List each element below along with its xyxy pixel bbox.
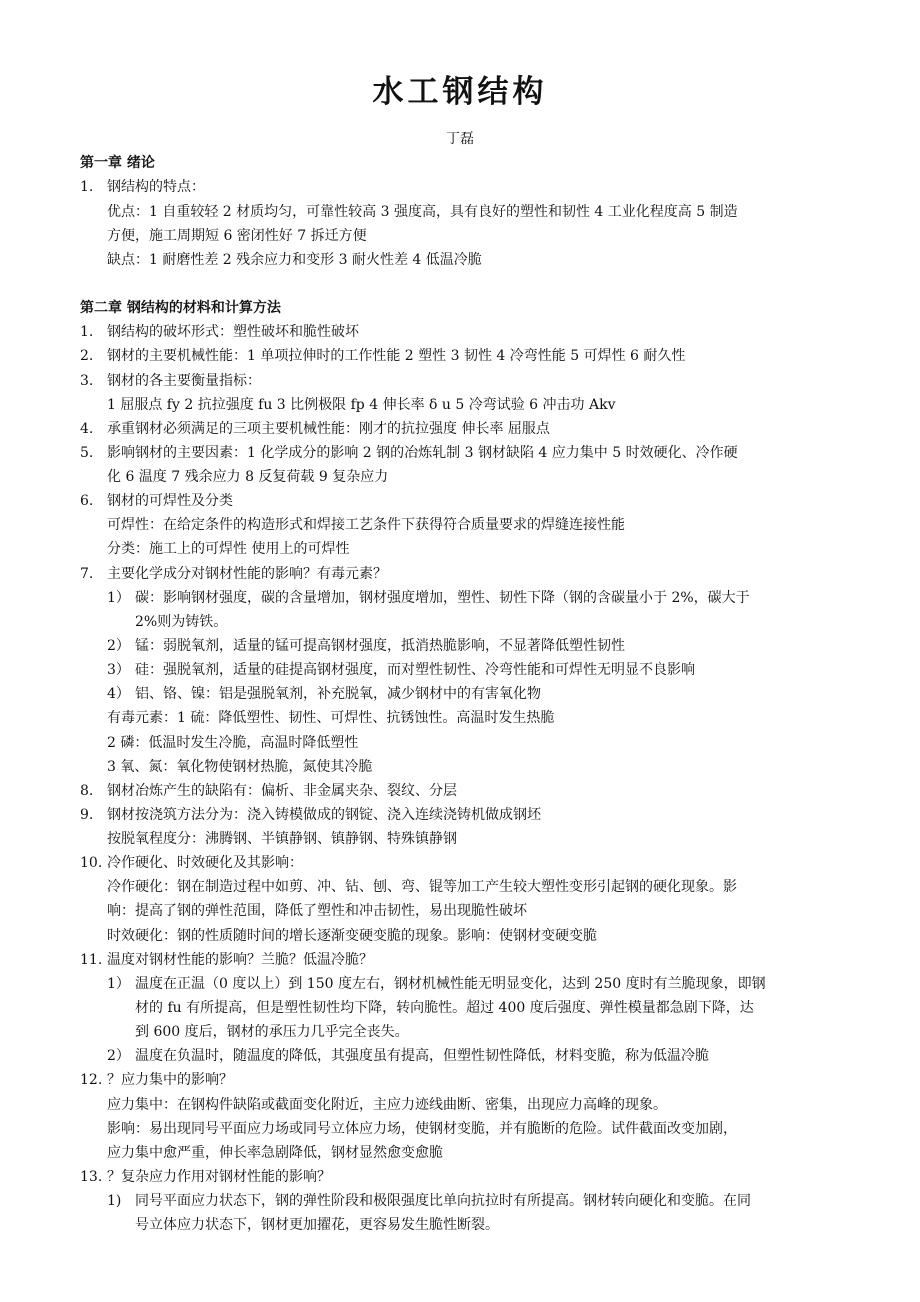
ch2-item-12-line-3: 影响：易出现同号平面应力场或同号立体应力场，使钢材变脆，并有脆断的危险。试件截面改变加剧， (107, 1121, 737, 1137)
ch2-item-7-toxic-2: 2 磷：低温时发生冷脆，高温时降低塑性 (107, 735, 359, 751)
ch2-item-7-sub-1-number: 1） (107, 590, 130, 606)
ch2-item-11-sub-1-line-3: 到 600 度后，钢材的承压力几乎完全丧失。 (135, 1024, 409, 1040)
ch2-item-7-sub-4-number: 4） (107, 686, 130, 702)
ch2-item-12-number: 12. (80, 1072, 103, 1088)
ch2-item-3-indicators: 1 屈服点 fy 2 抗拉强度 fu 3 比例极限 fp 4 伸长率 δ u 5 冷弯试验 6 冲击功 Akv (107, 397, 616, 413)
ch2-item-7-toxic-3: 3 氧、氮：氧化物使钢材热脆，氮使其冷脆 (107, 759, 373, 775)
ch2-item-7-sub-2-text: 锰：弱脱氧剂，适量的锰可提高钢材强度，抵消热脆影响，不显著降低塑性韧性 (135, 638, 625, 654)
ch2-item-1-text: 钢结构的破坏形式：塑性破坏和脆性破坏 (107, 324, 359, 340)
ch2-item-7-sub-4-text: 铝、铬、镍：铝是强脱氧剂，补充脱氧，减少钢材中的有害氧化物 (135, 686, 541, 702)
ch2-item-11-sub-2-number: 2） (107, 1048, 130, 1064)
ch1-item-1-number: 1. (80, 179, 94, 195)
ch2-item-10-text: 冷作硬化、时效硬化及其影响： (107, 855, 303, 871)
ch1-advantages-line-2: 方便，施工周期短 6 密闭性好 7 拆迁方便 (107, 228, 367, 244)
ch2-item-9-text: 钢材按浇筑方法分为：浇入铸模做成的钢锭、浇入连续浇铸机做成钢坯 (107, 807, 541, 823)
ch2-item-13-sub-1-number: 1) (107, 1193, 122, 1209)
ch2-item-7-number: 7. (80, 566, 94, 582)
ch2-item-3-text: 钢材的各主要衡量指标： (107, 373, 261, 389)
ch2-item-11-sub-1-line-1: 温度在正温（0 度以上）到 150 度左右，钢材机械性能无明显变化，达到 250 度时有兰脆现象，即钢 (135, 976, 766, 992)
ch2-item-7-sub-1-line-1: 碳：影响钢材强度，碳的含量增加，钢材强度增加，塑性、韧性下降（钢的含碳量小于 2%，碳大于 (135, 590, 750, 606)
ch1-item-1-text: 钢结构的特点： (107, 179, 205, 195)
ch2-item-10-number: 10. (80, 855, 103, 871)
ch2-item-5-number: 5. (80, 445, 94, 461)
ch2-item-8-text: 钢材冶炼产生的缺陷有：偏析、非金属夹杂、裂纹、分层 (107, 783, 457, 799)
ch2-item-7-sub-3-text: 硅：强脱氧剂，适量的硅提高钢材强度，而对塑性韧性、冷弯性能和可焊性无明显不良影响 (135, 662, 695, 678)
ch1-advantages-line-1: 优点：1 自重较轻 2 材质均匀，可靠性较高 3 强度高，具有良好的塑性和韧性 4 工业化程度高 5 制造 (107, 204, 738, 220)
ch2-item-6-weldability: 可焊性：在给定条件的构造形式和焊接工艺条件下获得符合质量要求的焊缝连接性能 (107, 517, 625, 533)
ch2-item-12-text: ？应力集中的影响？ (107, 1072, 233, 1088)
ch2-item-6-number: 6. (80, 493, 94, 509)
ch2-item-7-sub-3-number: 3） (107, 662, 130, 678)
chapter-1-heading: 第一章 绪论 (80, 155, 155, 171)
ch2-item-13-text: ？复杂应力作用对钢材性能的影响？ (107, 1169, 331, 1185)
ch2-item-9-number: 9. (80, 807, 94, 823)
ch2-item-9-line-2: 按脱氧程度分：沸腾钢、半镇静钢、镇静钢、特殊镇静钢 (107, 831, 457, 847)
ch2-item-2-number: 2. (80, 348, 94, 364)
ch2-item-12-line-2: 应力集中：在钢构件缺陷或截面变化附近，主应力迹线曲断、密集，出现应力高峰的现象。 (107, 1097, 667, 1113)
ch2-item-5-line-2: 化 6 温度 7 残余应力 8 反复荷载 9 复杂应力 (107, 469, 389, 485)
ch2-item-11-sub-1-line-2: 材的 fu 有所提高，但是塑性韧性均下降，转向脆性。超过 400 度后强度、弹性模量都急剧下降，达 (135, 1000, 754, 1016)
chapter-2-heading: 第二章 钢结构的材料和计算方法 (80, 300, 281, 316)
ch2-item-10-line-4: 时效硬化：钢的性质随时间的增长逐渐变硬变脆的现象。影响：使钢材变硬变脆 (107, 928, 597, 944)
document-title: 水工钢结构 (372, 74, 548, 110)
ch2-item-7-text: 主要化学成分对钢材性能的影响？有毒元素？ (107, 566, 387, 582)
ch2-item-5-line-1: 影响钢材的主要因素：1 化学成分的影响 2 钢的冶炼轧制 3 钢材缺陷 4 应力集中 5 时效硬化、冷作硬 (107, 445, 738, 461)
ch2-item-2-text: 钢材的主要机械性能：1 单项拉伸时的工作性能 2 塑性 3 韧性 4 冷弯性能 5 可焊性 6 耐久性 (107, 348, 686, 364)
ch2-item-4-number: 4. (80, 421, 94, 437)
ch2-item-13-number: 13. (80, 1169, 103, 1185)
ch2-item-1-number: 1. (80, 324, 94, 340)
ch2-item-7-toxic-1: 有毒元素：1 硫：降低塑性、韧性、可焊性、抗锈蚀性。高温时发生热脆 (107, 710, 555, 726)
ch2-item-8-number: 8. (80, 783, 94, 799)
ch2-item-11-number: 11. (80, 952, 103, 968)
ch1-disadvantages: 缺点：1 耐磨性差 2 残余应力和变形 3 耐火性差 4 低温冷脆 (107, 252, 482, 268)
ch2-item-11-sub-2-text: 温度在负温时，随温度的降低，其强度虽有提高，但塑性韧性降低，材料变脆，称为低温冷脆 (135, 1048, 709, 1064)
ch2-item-12-line-4: 应力集中愈严重，伸长率急剧降低，钢材显然愈变愈脆 (107, 1145, 443, 1161)
ch2-item-7-sub-2-number: 2） (107, 638, 130, 654)
ch2-item-7-sub-1-line-2: 2%则为铸铁。 (135, 614, 228, 630)
ch2-item-13-sub-1-line-2: 号立体应力状态下，钢材更加擢花，更容易发生脆性断裂。 (135, 1217, 499, 1233)
ch2-item-10-line-3: 响：提高了钢的弹性范围，降低了塑性和冲击韧性，易出现脆性破坏 (107, 903, 527, 919)
author-name: 丁磊 (446, 131, 474, 147)
ch2-item-13-sub-1-line-1: 同号平面应力状态下，钢的弹性阶段和极限强度比单向抗拉时有所提高。钢材转向硬化和变脆。在同 (135, 1193, 751, 1209)
ch2-item-11-text: 温度对钢材性能的影响？兰脆？低温冷脆？ (107, 952, 373, 968)
ch2-item-6-classification: 分类：施工上的可焊性 使用上的可焊性 (107, 541, 350, 557)
ch2-item-3-number: 3. (80, 373, 94, 389)
ch2-item-6-text: 钢材的可焊性及分类 (107, 493, 233, 509)
ch2-item-11-sub-1-number: 1） (107, 976, 130, 992)
ch2-item-4-text: 承重钢材必须满足的三项主要机械性能：刚才的抗拉强度 伸长率 屈服点 (107, 421, 550, 437)
ch2-item-10-line-2: 冷作硬化：钢在制造过程中如剪、冲、钻、刨、弯、锟等加工产生较大塑性变形引起钢的硬化现象。影 (107, 879, 737, 895)
